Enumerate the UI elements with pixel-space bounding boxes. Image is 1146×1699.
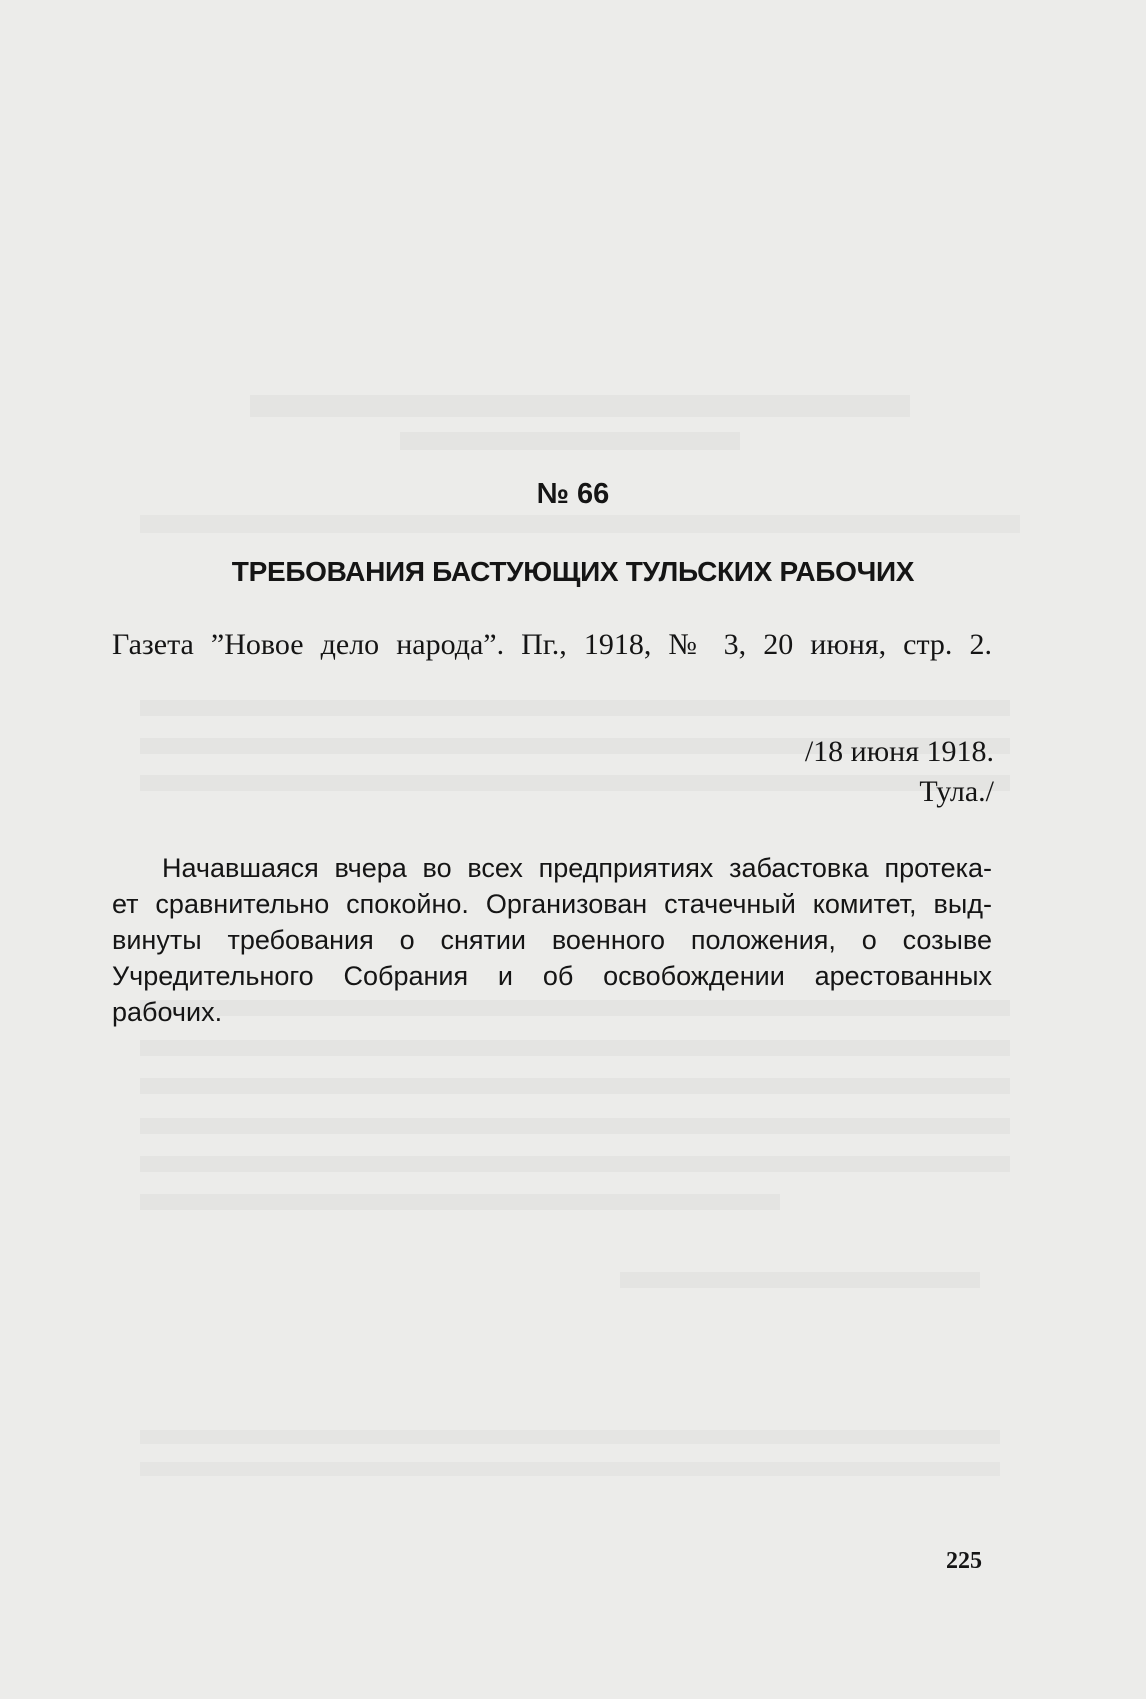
dateline-date: /18 июня 1918. bbox=[804, 735, 994, 768]
dateline-place: Тула./ bbox=[919, 775, 994, 808]
page-number: 225 bbox=[946, 1548, 982, 1574]
source-citation: Газета ”Новое дело народа”. Пг., 1918, № 3, 20 июня, стр. 2. bbox=[112, 628, 992, 661]
document-number: № 66 bbox=[536, 478, 610, 510]
document-title: ТРЕБОВАНИЯ БАСТУЮЩИХ ТУЛЬСКИХ РАБОЧИХ bbox=[231, 556, 915, 587]
body-line: ет сравнительно спокойно. Организован стачечный комитет, выд- bbox=[112, 889, 992, 919]
dateline bbox=[805, 732, 994, 812]
body-line: Учредительного Собрания и об освобождении арестованных bbox=[112, 961, 992, 991]
body-line: Начавшаяся вчера во всех предприятиях забастовка протека- bbox=[162, 853, 992, 883]
document-body bbox=[112, 850, 992, 1030]
body-line: рабочих. bbox=[112, 997, 223, 1027]
body-line: винуты требования о снятии военного положения, о созыве bbox=[112, 925, 992, 955]
